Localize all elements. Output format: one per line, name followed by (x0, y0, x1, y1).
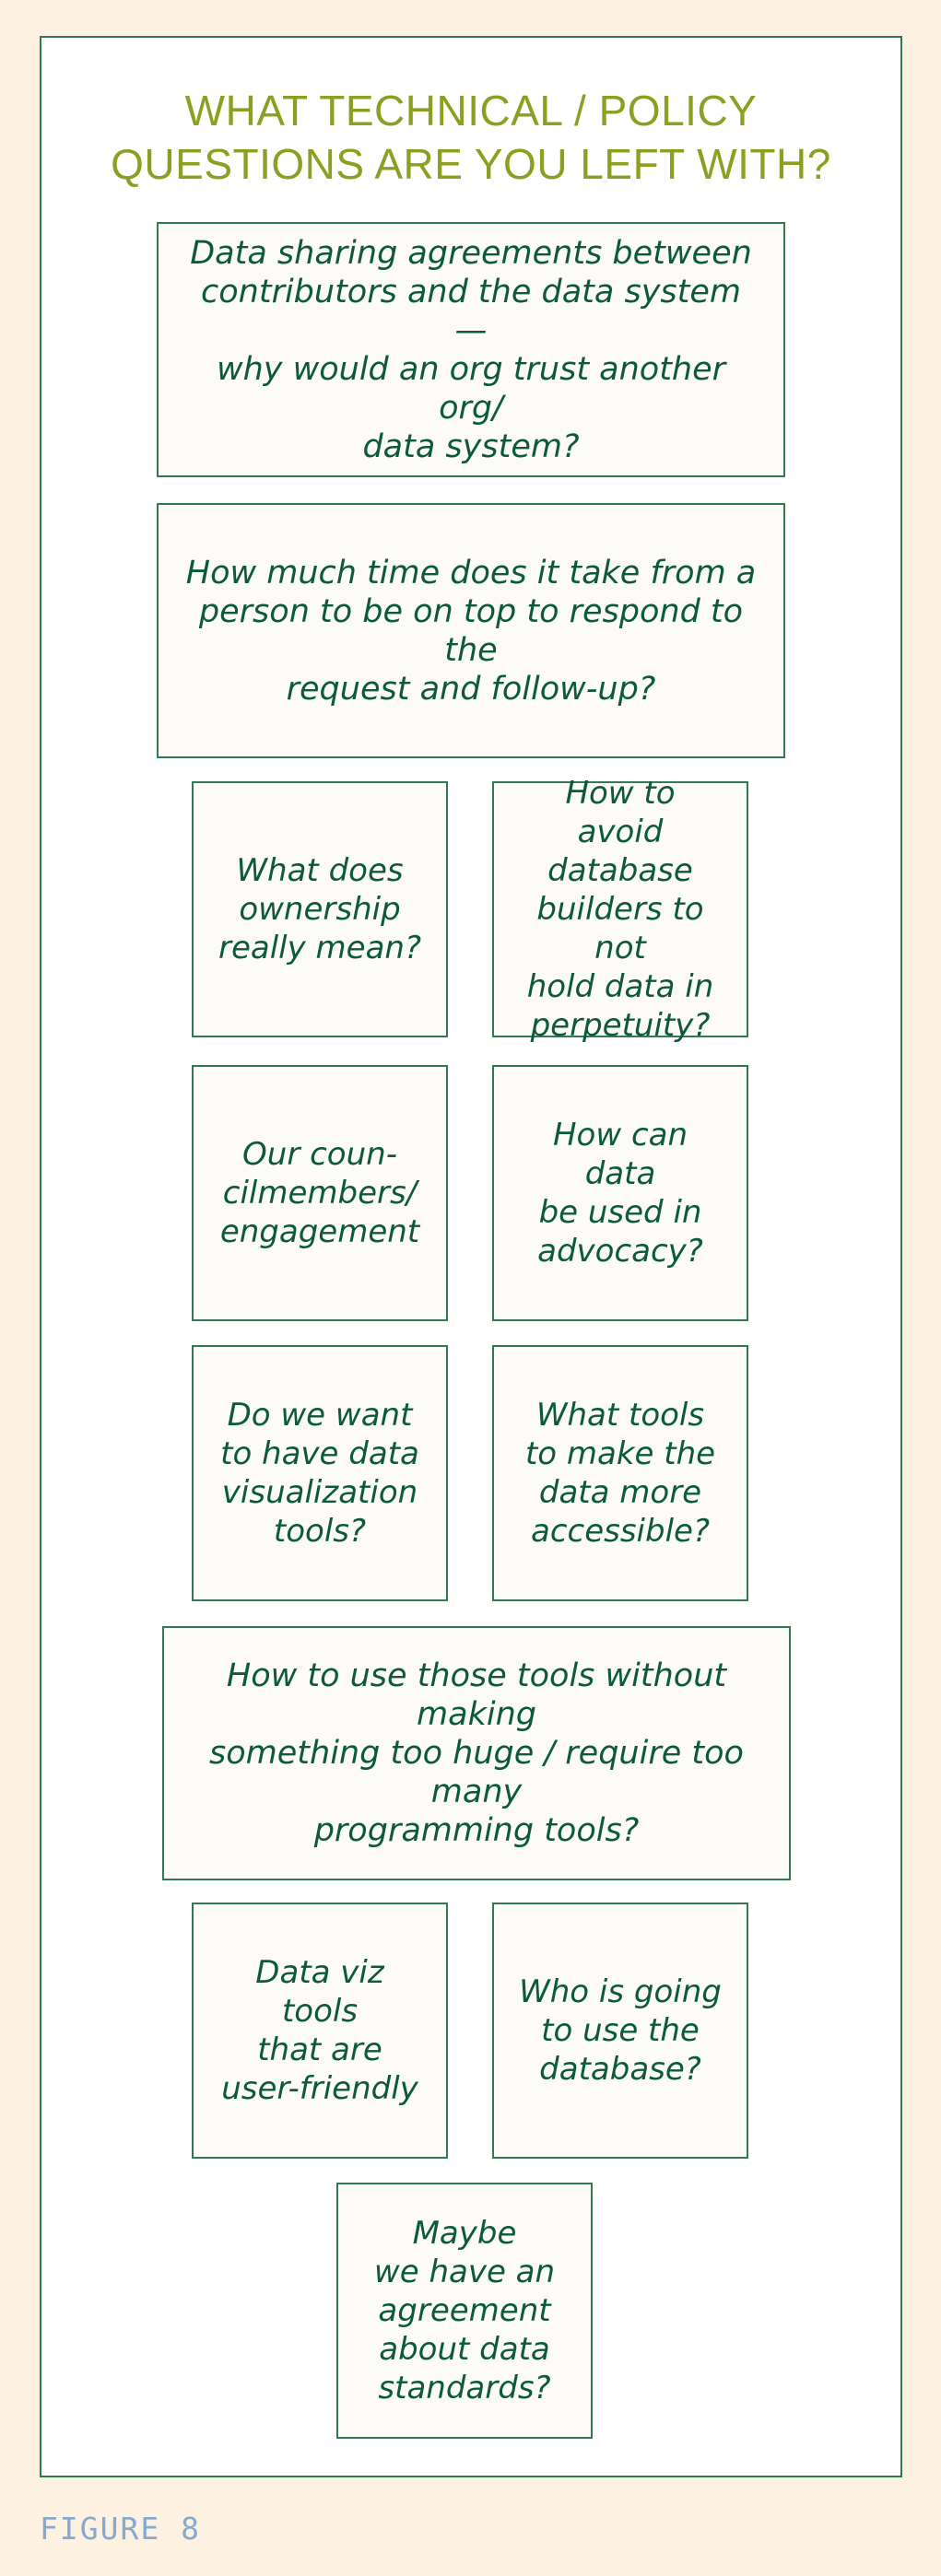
title-line-1: WHAT TECHNICAL / POLICY (184, 87, 758, 135)
sticky-note-data-sharing: Data sharing agreements between contributors and the data system — why would an org trust another org/ data system? (157, 222, 785, 477)
sticky-note-accessible-tools: What tools to make the data more accessible? (492, 1345, 748, 1601)
sticky-note-advocacy: How can data be used in advocacy? (492, 1065, 748, 1321)
sticky-note-councilmembers: Our coun- cilmembers/ engagement (192, 1065, 448, 1321)
sticky-note-ownership: What does ownership really mean? (192, 781, 448, 1037)
sticky-note-user-friendly-viz: Data viz tools that are user-friendly (192, 1903, 448, 2159)
sticky-note-response-time: How much time does it take from a person to be on top to respond to the request and follow-up? (157, 503, 785, 758)
figure-label: FIGURE 8 (40, 2511, 201, 2547)
sticky-note-data-perpetuity: How to avoid database builders to not hold data in perpetuity? (492, 781, 748, 1037)
title-line-2: QUESTIONS ARE YOU LEFT WITH? (111, 140, 831, 188)
diagram-title (41, 84, 900, 191)
sticky-note-visualization-tools: Do we want to have data visualization tools? (192, 1345, 448, 1601)
sticky-note-database-users: Who is going to use the database? (492, 1903, 748, 2159)
sticky-note-tool-complexity: How to use those tools without making something too huge / require too many programming tools? (162, 1626, 791, 1880)
sticky-note-data-standards: Maybe we have an agreement about data standards? (336, 2183, 593, 2439)
